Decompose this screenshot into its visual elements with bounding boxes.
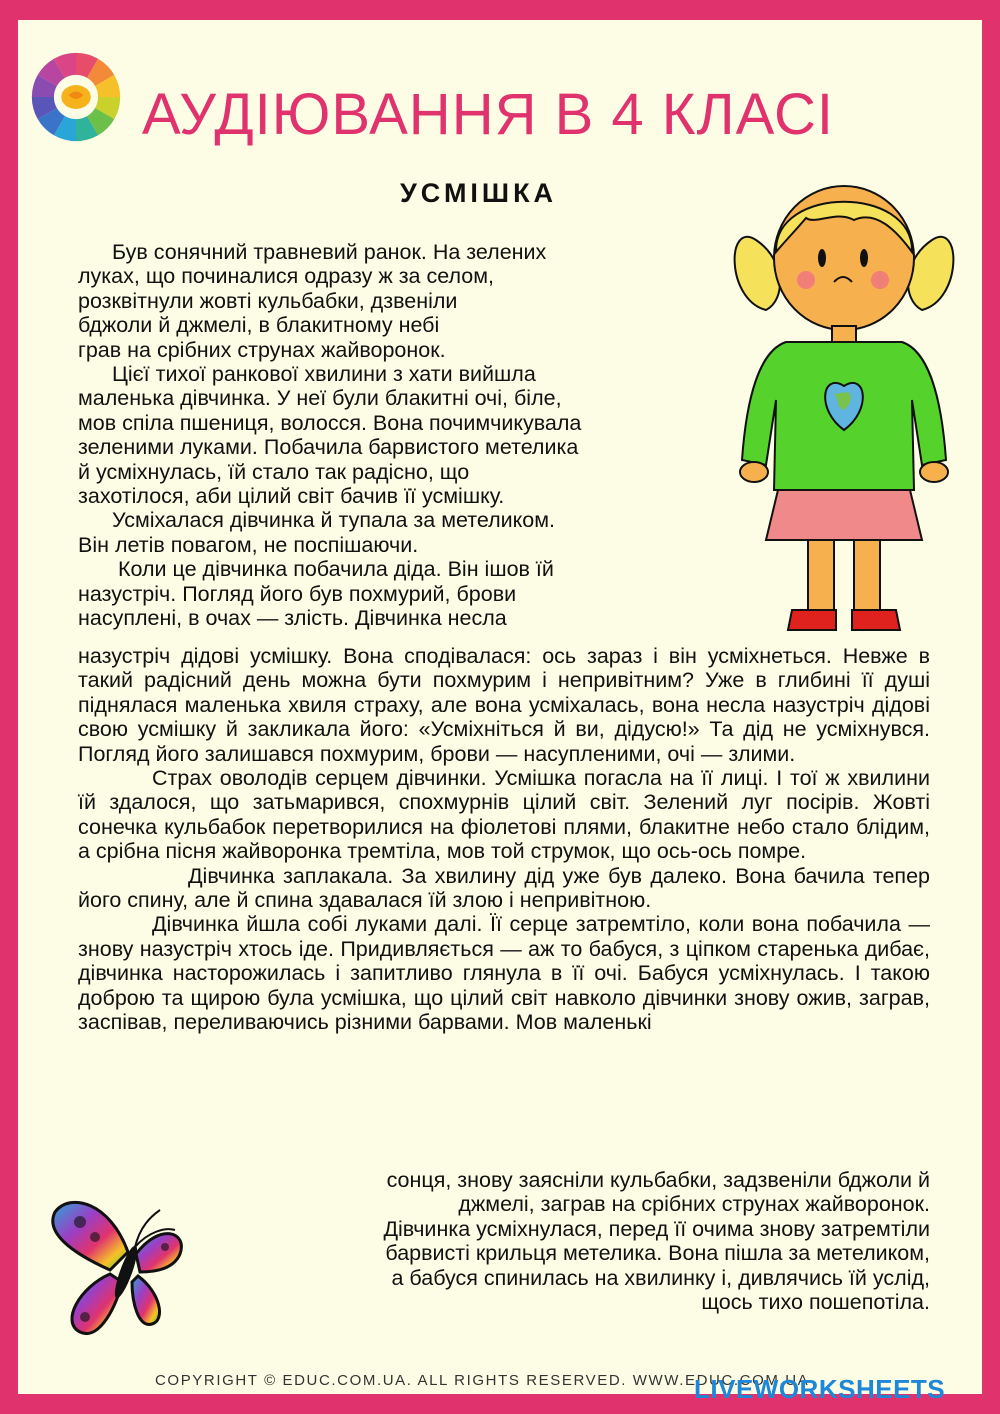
text-line: сонця, знову заясніли кульбабки, задзвеніли бджоли й	[386, 1168, 930, 1192]
text-line: назустріч. Погляд його був похмурий, брови	[78, 581, 517, 606]
page-title: АУДІЮВАННЯ В 4 КЛАСІ	[142, 82, 835, 147]
paragraph: Дівчинка йшла собі луками далі. Її серце затремтіло, коли вона побачила — знову назустріч хтось іде. Придивляється — аж то бабуся, з ціпком старенька дибає, дівчинка насторожилась і запитливо глянула в її очі. Бабуся усміхнулась. І такою доброю та щирою була усмішка, що цілий світ навколо дівчинки знову ожив, заграв, заспівав, переливаючись різними барвами. Мов маленькі	[78, 912, 930, 1035]
liveworksheets-watermark: LIVEWORKSHEETS	[694, 1374, 946, 1404]
text-line: а бабуся спинилась на хвилинку і, дивлячись їй услід,	[391, 1265, 930, 1290]
butterfly-icon	[40, 1192, 195, 1347]
text-line: Усміхалася дівчинка й тупала за метеликом.	[112, 508, 556, 533]
text-line: мов спіла пшениця, волосся. Вона почимчикувала	[78, 410, 582, 435]
text-line: розквітнули жовті кульбабки, дзвеніли	[78, 288, 458, 313]
text-line: Був сонячний травневий ранок. На зелених	[112, 240, 547, 264]
paragraph: назустріч дідові усмішку. Вона сподівалася: ось зараз і він усміхнеться. Невже в такий радісний день можна бути похмурим і непривітним? Уже в глибині її душі піднялася маленька хвиля страху, але вона усміхалась, вона несла назустріч дідові свою усмішку й закликала його: «Усміхніться й ви, дідусю!» Та дід не усміхнувся. Погляд його залишався похмурим, брови — насупленими, очі — злими.	[78, 644, 930, 766]
text-line: Він летів повагом, не поспішаючи.	[78, 532, 419, 557]
story-title: УСМІШКА	[400, 178, 558, 208]
text-line: й усміхнулась, їй стало так радісно, що	[78, 459, 470, 484]
paragraph: Страх оволодів серцем дівчинки. Усмішка погасла на її лиці. І тої ж хвилини їй здалося, що затьмарився, спохмурнів цілий світ. Зелений луг посірів. Жовті сонечка кульбабок перетворилися на фіолетові плями, блакитне небо стало блідим, а срібна пісня жайворонка тремтіла, мов той струмок, що ось-ось помре.	[78, 766, 930, 864]
story-text-wide	[78, 644, 930, 1035]
story-text-top	[78, 240, 728, 631]
text-line: зеленими луками. Побачила барвистого метелика	[78, 435, 579, 460]
text-line: луках, що починалися одразу ж за селом,	[78, 264, 494, 289]
text-line: захотілося, аби цілий світ бачив її усмішку.	[78, 484, 505, 509]
text-line: Дівчинка усміхнулася, перед її очима знову затремтіли	[383, 1216, 930, 1241]
text-line: джмелі, заграв на срібних струнах жайворонок.	[458, 1192, 930, 1217]
copyright-footer: COPYRIGHT © EDUC.COM.UA. ALL RIGHTS RESERVED. WWW.EDUC.COM.UA	[155, 1372, 810, 1389]
paragraph: Дівчинка заплакала. За хвилину дід уже був далеко. Вона бачила тепер його спину, але й спина здавалася їй злою і непривітною.	[78, 863, 930, 913]
text-line: барвисті крильця метелика. Вона пішла за метеликом,	[385, 1241, 930, 1266]
text-line: грав на срібних струнах жайворонок.	[78, 337, 446, 362]
girl-illustration-icon	[726, 160, 962, 640]
text-line: бджоли й джмелі, в блакитному небі	[78, 313, 440, 338]
text-line: Цієї тихої ранкової хвилини з хати вийшла	[112, 362, 536, 387]
text-line: щось тихо пошепотіла.	[701, 1290, 930, 1315]
text-line: маленька дівчинка. У неї були блакитні очі, біле,	[78, 386, 562, 411]
educ-logo-icon	[30, 51, 122, 143]
text-line: насуплені, в очах — злість. Дівчинка несла	[78, 606, 507, 631]
story-text-bottom	[78, 1168, 930, 1314]
text-line: Коли це дівчинка побачила діда. Він ішов їй	[118, 557, 554, 582]
